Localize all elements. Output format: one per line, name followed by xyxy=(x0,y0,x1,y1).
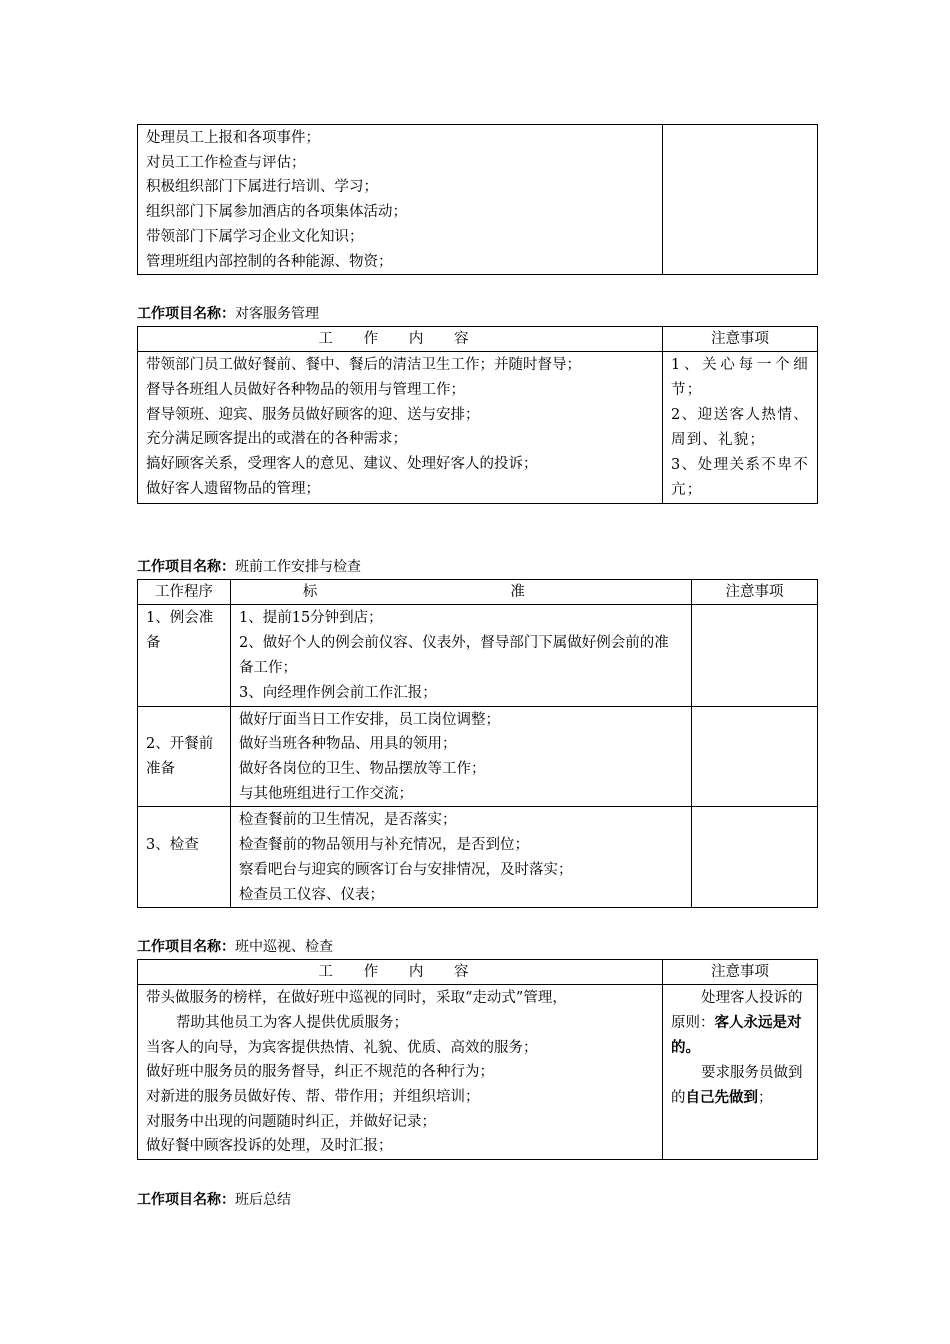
document-page xyxy=(137,124,817,1212)
header-work-content: 工 作 内 容 xyxy=(138,327,663,352)
standard-line: 察看吧台与迎宾的顾客订台与安排情况，及时落实； xyxy=(239,861,573,878)
procedure-step: 1、例会准备 xyxy=(138,605,231,706)
duty-line: 组织部门下属参加酒店的各项集体活动； xyxy=(146,204,407,221)
content-line: 对服务中出现的问题随时纠正，并做好记录； xyxy=(146,1113,436,1130)
note-complaint-principle: 处理客人投诉的原则：客人永远是对的。 xyxy=(671,990,803,1057)
content-line: 督导领班、迎宾、服务员做好顾客的迎、送与安排； xyxy=(146,406,480,423)
standard-line: 2、做好个人的例会前仪容、仪表外，督导部门下属做好例会前的准备工作； xyxy=(239,634,669,676)
notes-cell xyxy=(663,985,818,1160)
duties-cell xyxy=(138,125,663,275)
header-notes: 注意事项 xyxy=(663,327,818,352)
section-value: 班后总结 xyxy=(235,1192,291,1209)
procedure-step: 2、开餐前准备 xyxy=(138,706,231,807)
standard-cell xyxy=(231,706,692,807)
management-duties-table xyxy=(137,124,818,275)
content-line: 充分满足顾客提出的或潜在的各种需求； xyxy=(146,431,407,448)
section-title-post-shift xyxy=(137,1188,817,1212)
header-procedure: 工作程序 xyxy=(138,580,231,605)
standard-line: 做好厅面当日工作安排，员工岗位调整； xyxy=(239,711,500,728)
content-line: 当客人的向导，为宾客提供热情、礼貌、优质、高效的服务； xyxy=(146,1039,538,1056)
content-cell xyxy=(138,985,663,1160)
notes-cell-empty xyxy=(692,807,818,908)
section-value: 班前工作安排与检查 xyxy=(235,559,361,576)
content-cell xyxy=(138,352,663,504)
header-notes: 注意事项 xyxy=(663,960,818,985)
notes-cell xyxy=(663,352,818,504)
note-item: 3、处理关系不卑不亢； xyxy=(671,457,809,499)
procedure-step: 3、检查 xyxy=(138,807,231,908)
standard-cell xyxy=(231,605,692,706)
content-line: 帮助其他员工为客人提供优质服务； xyxy=(176,1014,408,1031)
duty-line: 积极组织部门下属进行培训、学习； xyxy=(146,179,378,196)
header-work-content: 工 作 内 容 xyxy=(138,960,663,985)
standard-line: 1、提前15分钟到店； xyxy=(239,610,383,627)
section-value: 对客服务管理 xyxy=(235,306,319,323)
content-line: 做好餐中顾客投诉的处理，及时汇报； xyxy=(146,1138,393,1155)
content-line: 对新进的服务员做好传、帮、带作用；并组织培训； xyxy=(146,1089,480,1106)
notes-cell-empty xyxy=(692,605,818,706)
section-label: 工作项目名称： xyxy=(137,939,235,956)
section-label: 工作项目名称： xyxy=(137,306,235,323)
standard-line: 3、向经理作例会前工作汇报； xyxy=(239,684,437,701)
duty-line: 带领部门下属学习企业文化知识； xyxy=(146,228,364,245)
section-label: 工作项目名称： xyxy=(137,559,235,576)
standard-line: 与其他班组进行工作交流； xyxy=(239,785,413,802)
standard-line: 检查餐前的卫生情况，是否落实； xyxy=(239,812,457,829)
standard-line: 检查餐前的物品领用与补充情况，是否到位； xyxy=(239,837,529,854)
content-line: 带头做服务的榜样，在做好班中巡视的同时，采取“走动式”管理， xyxy=(146,990,567,1007)
mid-shift-table xyxy=(137,959,818,1160)
content-line: 督导各班组人员做好各种物品的领用与管理工作； xyxy=(146,381,465,398)
section-title-customer-service xyxy=(137,302,817,326)
header-standard: 标 准 xyxy=(231,580,692,605)
notes-cell-empty xyxy=(663,125,818,275)
duty-line: 处理员工上报和各项事件； xyxy=(146,130,320,146)
section-value: 班中巡视、检查 xyxy=(235,939,333,956)
content-line: 带领部门员工做好餐前、餐中、餐后的清洁卫生工作；并随时督导； xyxy=(146,357,581,374)
content-line: 搞好顾客关系，受理客人的意见、建议、处理好客人的投诉； xyxy=(146,456,538,473)
duty-line: 管理班组内部控制的各种能源、物资； xyxy=(146,253,393,270)
header-notes: 注意事项 xyxy=(692,580,818,605)
standard-line: 检查员工仪容、仪表； xyxy=(239,886,384,903)
content-line: 做好客人遗留物品的管理； xyxy=(146,480,320,497)
customer-service-table xyxy=(137,326,818,504)
section-title-pre-shift xyxy=(137,555,817,579)
note-lead-by-example: 要求服务员做到的自己先做到； xyxy=(671,1065,803,1107)
section-label: 工作项目名称： xyxy=(137,1192,235,1209)
duty-line: 对员工工作检查与评估； xyxy=(146,154,306,171)
notes-cell-empty xyxy=(692,706,818,807)
section-title-mid-shift xyxy=(137,935,817,959)
standard-cell xyxy=(231,807,692,908)
pre-shift-table xyxy=(137,579,818,908)
standard-line: 做好当班各种物品、用具的领用； xyxy=(239,736,457,753)
standard-line: 做好各岗位的卫生、物品摆放等工作； xyxy=(239,761,486,778)
note-item: 1、关心每一个细节； xyxy=(671,357,809,399)
content-line: 做好班中服务员的服务督导，纠正不规范的各种行为； xyxy=(146,1064,494,1081)
note-item: 2、迎送客人热情、周到、礼貌； xyxy=(671,407,809,449)
